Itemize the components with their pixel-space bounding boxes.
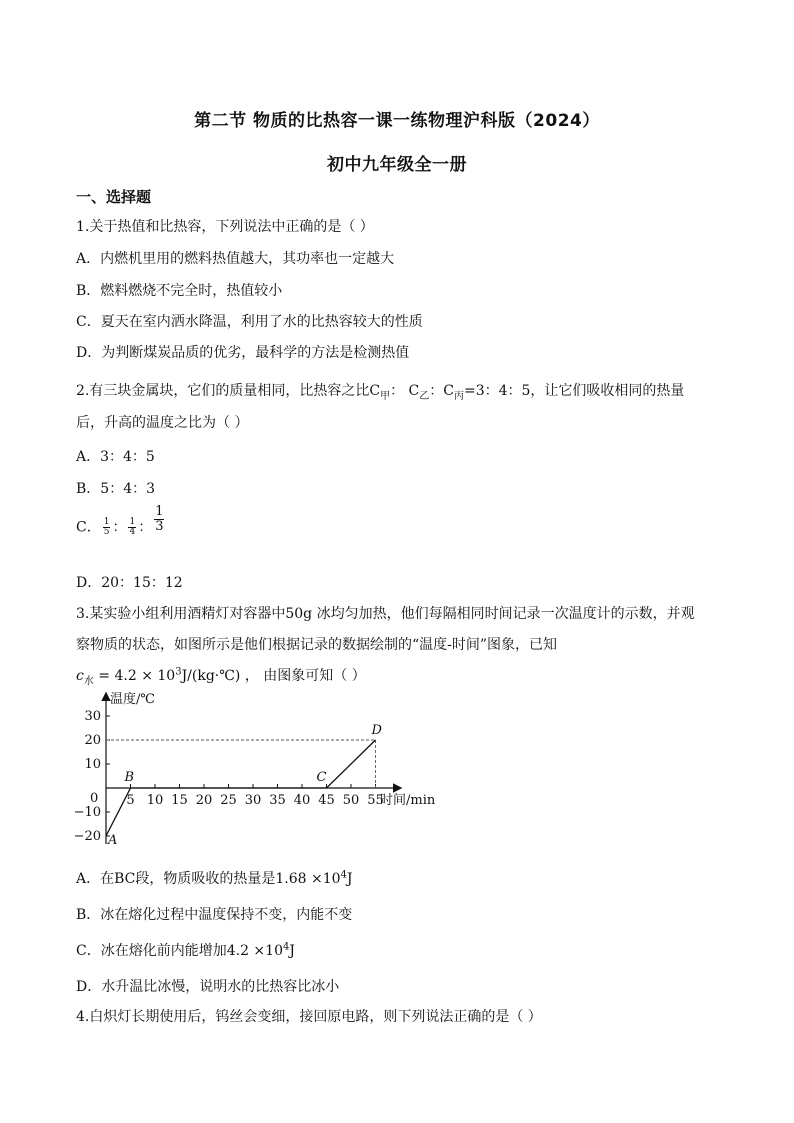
q1-option-b: B．燃料燃烧不完全时，热值较小 — [76, 283, 283, 299]
q2-colon-2: ： — [138, 519, 153, 536]
q2-colon-1: ： — [112, 519, 127, 536]
q2-option-c — [76, 504, 166, 542]
q2-fraction-1-4: $\frac{1}{4}$ — [129, 517, 136, 537]
q3-option-a-exp: 4 — [340, 869, 347, 881]
x-tick-label: 15 — [171, 793, 188, 808]
q2-stem-line2: 后，升高的温度之比为（ ） — [76, 415, 249, 431]
x-axis-label: 时间/min — [380, 793, 436, 808]
doc-title-line1: 第二节 物质的比热容一课一练物理沪科版（2024） — [194, 111, 600, 131]
origin-label: 0 — [90, 791, 99, 806]
y-tick-label: 10 — [84, 757, 101, 772]
q2-sub-bing: 丙 — [453, 390, 464, 402]
point-label-d: D — [371, 723, 382, 738]
q3-option-b: B．冰在熔化过程中温度保持不变，内能不变 — [76, 907, 353, 923]
x-tick-label: 40 — [293, 793, 311, 808]
x-tick-label: 5 — [126, 793, 135, 808]
y-tick-label: 20 — [84, 733, 101, 748]
q3-formula-exp: 3 — [175, 666, 182, 678]
q3-option-a — [76, 868, 353, 888]
x-tick-label: 20 — [195, 793, 213, 808]
point-label-a: A — [108, 833, 118, 844]
x-tick-label: 50 — [342, 793, 360, 808]
q3-stem-line2: 察物质的状态，如图所示是他们根据记录的数据绘制的“温度-时间”图象，已知 — [76, 637, 558, 653]
section-heading: 一、选择题 — [76, 188, 152, 206]
temperature-time-chart — [70, 684, 450, 844]
q4-stem: 4.白炽灯长期使用后，钨丝会变细，接回原电路，则下列说法正确的是（ ） — [76, 1009, 542, 1025]
q3-option-a-unit: J — [346, 871, 353, 887]
q2-fraction-1-3: $\frac{1}{3}$ — [155, 504, 164, 534]
q2-stem-b: =3：4：5，让它们吸收相同的热量 — [463, 383, 685, 399]
q2-sub-jia: 甲 — [380, 390, 391, 402]
y-tick-label: −10 — [73, 805, 101, 820]
q2-sep2: ：C — [429, 383, 454, 399]
q2-option-d: D．20：15：12 — [76, 575, 183, 591]
x-tick-label: 10 — [146, 793, 164, 808]
y-axis-label: 温度/℃ — [110, 692, 155, 707]
q3-stem-line1: 3.某实验小组利用酒精灯对容器中50g 冰均匀加热，他们每隔相同时间记录一次温度计的示数，并观 — [76, 606, 695, 622]
q3-formula-unit: J/(kg·℃) — [181, 668, 241, 684]
q3-option-c-exp: 4 — [282, 941, 290, 953]
q3-option-a-text: A．在BC段，物质吸收的热量是1.68 ×10 — [76, 871, 341, 887]
q1-option-a: A．内燃机里用的燃料热值越大，其功率也一定越大 — [76, 251, 395, 267]
q2-sub-yi: 乙 — [419, 390, 430, 402]
q2-option-a: A．3：4：5 — [76, 449, 155, 465]
x-tick-label: 35 — [269, 793, 286, 808]
q3-option-c-unit: J — [289, 943, 295, 959]
x-tick-label: 55 — [367, 793, 384, 808]
q2-stem-a: 2.有三块金属块，它们的质量相同，比热容之比C — [76, 383, 381, 399]
q3-option-d: D．水升温比冰慢，说明水的比热容比冰小 — [76, 979, 340, 995]
q3-formula-c: c — [76, 668, 84, 684]
q1-option-c: C．夏天在室内洒水降温，利用了水的比热容较大的性质 — [76, 314, 423, 330]
doc-title-line2: 初中九年级全一册 — [327, 155, 467, 175]
q2-fraction-1-5: $\frac{1}{5}$ — [103, 517, 110, 537]
x-tick-label: 25 — [220, 793, 237, 808]
q2-stem-line1 — [76, 380, 684, 402]
x-tick-label: 45 — [318, 793, 335, 808]
q1-option-d: D．为判断煤炭品质的优劣，最科学的方法是检测热值 — [76, 345, 410, 361]
q3-formula-sub: 水 — [83, 675, 94, 687]
q3-formula-tail: ， 由图象可知（ ） — [240, 668, 366, 684]
y-tick-label: −20 — [73, 829, 101, 844]
y-tick-label: 30 — [84, 709, 101, 724]
x-tick-label: 30 — [244, 793, 262, 808]
q2-option-c-prefix: C． — [76, 519, 101, 536]
q3-option-c — [76, 940, 295, 960]
point-label-c: C — [316, 770, 327, 785]
q3-formula-eq: = 4.2 × 10 — [93, 668, 176, 684]
q1-stem: 1.关于热值和比热容，下列说法中正确的是（ ） — [76, 219, 374, 235]
q2-sep1: ： C — [390, 383, 420, 399]
point-label-b: B — [124, 770, 135, 785]
q2-option-b: B．5：4：3 — [76, 481, 156, 497]
q3-option-c-text: C．冰在熔化前内能增加4.2 ×10 — [76, 943, 283, 959]
